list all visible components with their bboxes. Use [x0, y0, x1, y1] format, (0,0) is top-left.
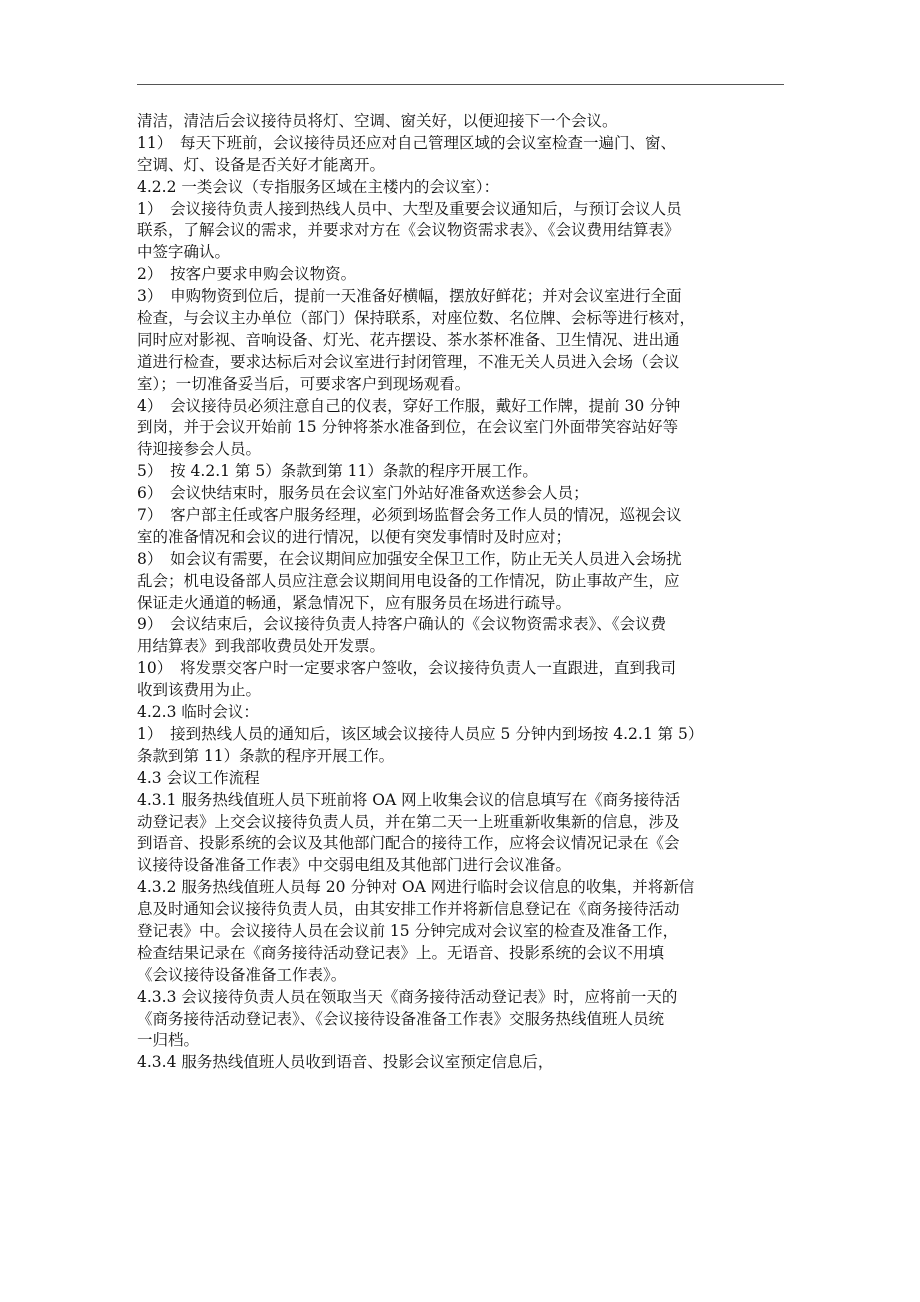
text-line: 3） 申购物资到位后，提前一天准备好横幅，摆放好鲜花；并对会议室进行全面: [137, 287, 682, 306]
text-line: 6） 会议快结束时，服务员在会议室门外站好准备欢送参会人员；: [137, 484, 589, 503]
text-line: 收到该费用为止。: [137, 681, 262, 700]
text-line: 8） 如会议有需要，在会议期间应加强安全保卫工作，防止无关人员进入会场扰: [137, 549, 682, 568]
text-line: 联系，了解会议的需求，并要求对方在《会议物资需求表》、《会议费用结算表》: [137, 221, 680, 240]
text-line: 10） 将发票交客户时一定要求客户签收，会议接待负责人一直跟进，直到我司: [137, 659, 676, 678]
section-heading: 4.3 会议工作流程: [137, 768, 260, 787]
text-line: 9） 会议结束后，会议接待负责人持客户确认的《会议物资需求表》、《会议费: [137, 615, 667, 634]
text-line: 空调、灯、设备是否关好才能离开。: [137, 155, 386, 174]
text-line: 检查，与会议主办单位（部门）保持联系，对座位数、名位牌、会标等进行核对，: [137, 309, 696, 328]
text-line: 一归档。: [137, 1031, 200, 1050]
header-rule: [137, 84, 784, 85]
text-line: 《会议接待设备准备工作表》。: [137, 965, 347, 984]
text-line: 到岗，并于会议开始前 15 分钟将茶水准备到位，在会议室门外面带笑容站好等: [137, 418, 679, 437]
text-line: 11） 每天下班前，会议接待员还应对自己管理区域的会议室检查一遍门、窗、: [137, 133, 676, 152]
section-heading: 4.2.3 临时会议：: [137, 703, 259, 722]
document-body: [137, 111, 797, 1074]
text-line: 4.3.4 服务热线值班人员收到语音、投影会议室预定信息后，: [137, 1053, 554, 1072]
text-line: 4.3.2 服务热线值班人员每 20 分钟对 OA 网进行临时会议信息的收集，并将新信: [137, 878, 695, 897]
text-line: 1） 会议接待负责人接到热线人员中、大型及重要会议通知后，与预订会议人员: [137, 199, 682, 218]
text-line: 息及时通知会议接待负责人员，由其安排工作并将新信息登记在《商务接待活动: [137, 900, 680, 919]
text-line: 到语音、投影系统的会议及其他部门配合的接待工作，应将会议情况记录在《会: [137, 834, 680, 853]
text-line: 5） 按 4.2.1 第 5）条款到第 11）条款的程序开展工作。: [137, 462, 538, 481]
text-line: 4） 会议接待员必须注意自己的仪表，穿好工作服，戴好工作牌，提前 30 分钟: [137, 396, 681, 415]
text-line: 清洁，清洁后会议接待员将灯、空调、窗关好，以便迎接下一个会议。: [137, 112, 618, 130]
text-line: 2） 按客户要求申购会议物资。: [137, 265, 357, 284]
text-line: 室）；一切准备妥当后，可要求客户到现场观看。: [137, 374, 471, 393]
text-line: 乱会；机电设备部人员应注意会议期间用电设备的工作情况，防止事故产生，应: [137, 571, 680, 590]
section-heading: 4.2.2 一类会议（专指服务区域在主楼内的会议室）：: [137, 177, 500, 196]
text-line: 室的准备情况和会议的进行情况，以便有突发事情时及时应对；: [137, 527, 572, 546]
text-line: 登记表》中。会议接待人员在会议前 15 分钟完成对会议室的检查及准备工作，: [137, 921, 679, 940]
text-line: 4.3.3 会议接待负责人员在领取当天《商务接待活动登记表》时，应将前一天的: [137, 987, 678, 1006]
text-line: 用结算表》到我部收费员处开发票。: [137, 637, 386, 656]
text-line: 待迎接参会人员。: [137, 440, 262, 459]
text-line: 同时应对影视、音响设备、灯光、花卉摆设、茶水茶杯准备、卫生情况、进出通: [137, 330, 680, 349]
text-line: 《商务接待活动登记表》、《会议接待设备准备工作表》交服务热线值班人员统: [137, 1009, 665, 1028]
text-line: 议接待设备准备工作表》中交弱电组及其他部门进行会议准备。: [137, 856, 572, 875]
text-line: 保证走火通道的畅通，紧急情况下，应有服务员在场进行疏导。: [137, 593, 572, 612]
text-line: 道进行检查，要求达标后对会议室进行封闭管理，不准无关人员进入会场（会议: [137, 352, 680, 371]
text-line: 1） 接到热线人员的通知后，该区域会议接待人员应 5 分钟内到场按 4.2.1 第 5）: [137, 724, 704, 743]
text-line: 检查结果记录在《商务接待活动登记表》上。无语音、投影系统的会议不用填: [137, 943, 665, 962]
text-line: 7） 客户部主任或客户服务经理，必须到场监督会务工作人员的情况，巡视会议: [137, 506, 682, 525]
text-line: 动登记表》上交会议接待负责人员，并在第二天一上班重新收集新的信息，涉及: [137, 812, 680, 831]
text-line: 4.3.1 服务热线值班人员下班前将 OA 网上收集会议的信息填写在《商务接待活: [137, 790, 681, 809]
text-line: 条款到第 11）条款的程序开展工作。: [137, 746, 395, 765]
text-line: 中签字确认。: [137, 243, 231, 262]
